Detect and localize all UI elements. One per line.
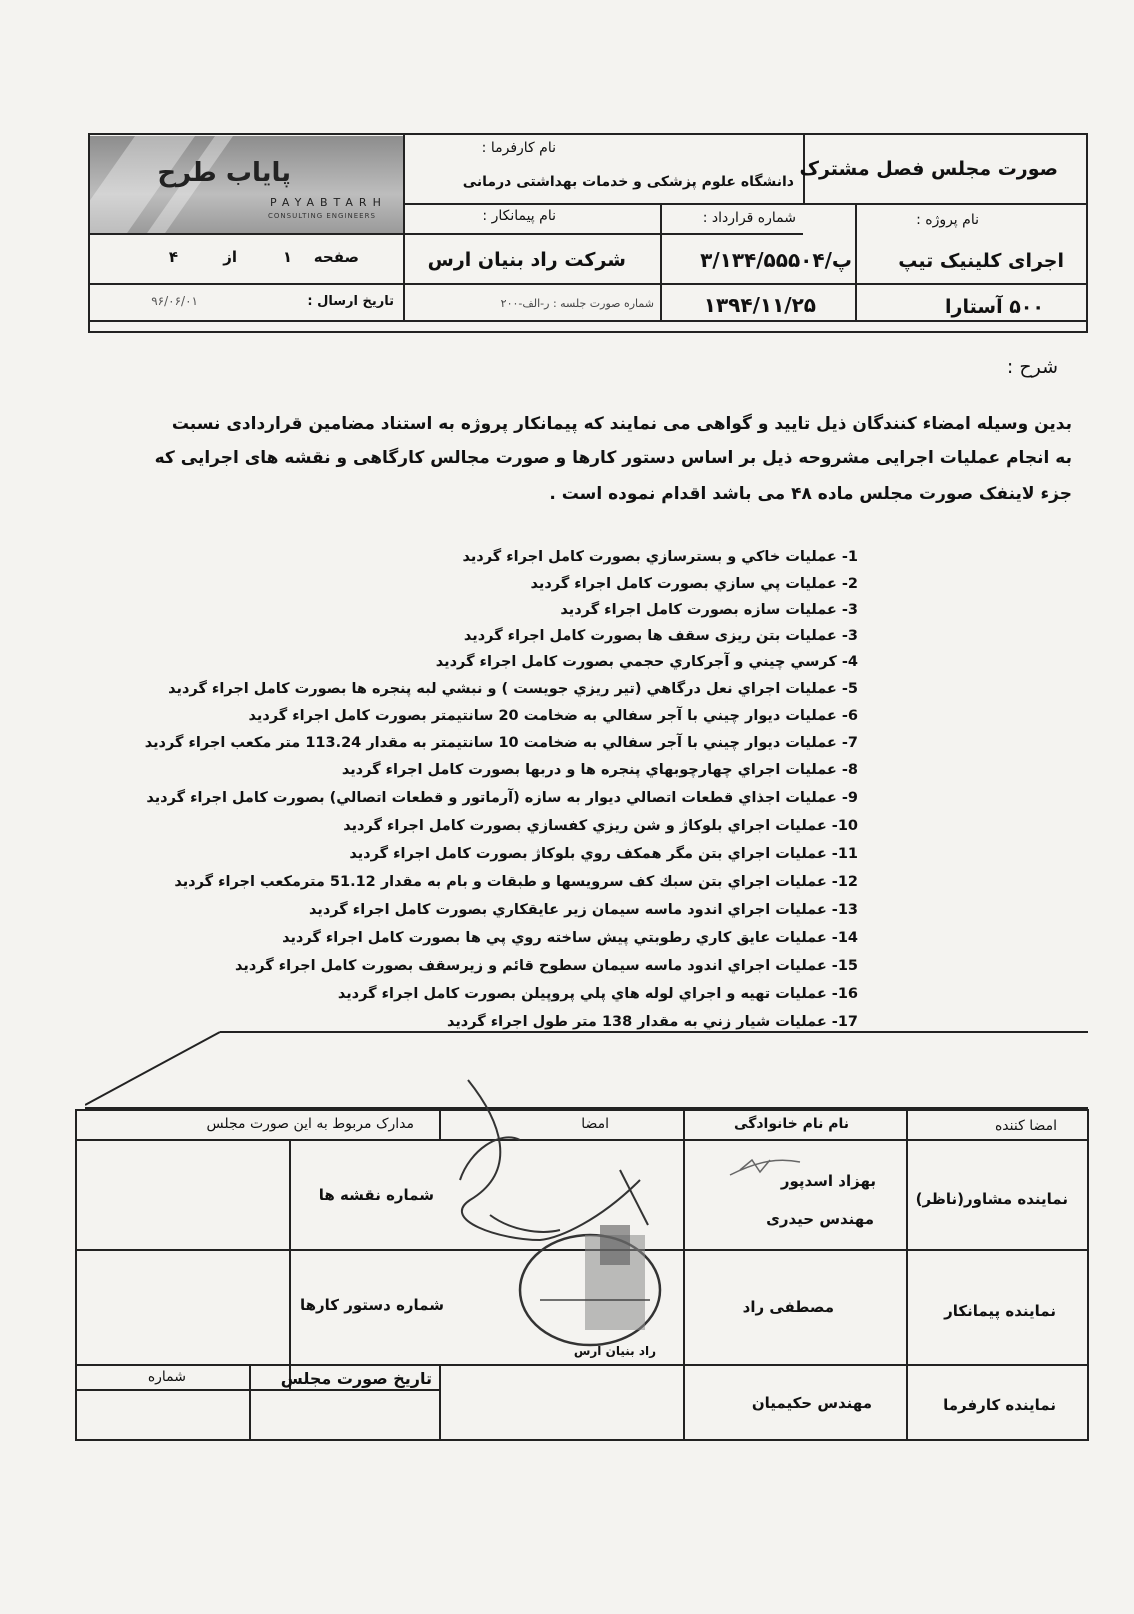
page-label: صفحه bbox=[313, 248, 359, 266]
page-current: ۱ bbox=[282, 248, 292, 266]
list-item: 7- عمليات ديوار چيني با آجر سفالي به ضخامت 10 سانتيمتر به مقدار 113.24 متر مكعب اجراء گرديد bbox=[144, 735, 858, 751]
list-item: 17- عمليات شيار زني به مقدار 138 متر طول اجراء گرديد bbox=[446, 1014, 858, 1030]
project-name-line1: اجرای کلینیک تیپ bbox=[898, 250, 1064, 272]
list-item: 14- عمليات عايق كاري رطوبتي پيش ساخته روي پي ها بصورت كامل اجراء گرديد bbox=[282, 930, 858, 946]
doc-maps-number: شماره نقشه ها bbox=[318, 1186, 434, 1204]
list-item: 10- عمليات اجراي بلوكاژ و شن ريزي كفسازي بصورت كامل اجراء گرديد bbox=[343, 818, 858, 834]
intro-line-2: به انجام عملیات اجرایی مشروحه ذیل بر اساس دستور کارها و صورت مجالس کارگاهی و نقشه های اجرایی که bbox=[154, 448, 1072, 468]
list-item: 15- عمليات اجراي اندود ماسه سيمان سطوح قائم و زيرسقف بصورت كامل اجراء گرديد bbox=[235, 958, 858, 974]
contract-number: پ/۳/۱۳۴/۵۵۵۰۴ bbox=[700, 248, 852, 272]
description-heading: شرح : bbox=[1006, 356, 1058, 378]
name-employer: مهندس حکیمیان bbox=[751, 1394, 872, 1412]
list-item: 2- عمليات پي سازي بصورت كامل اجراء گرديد bbox=[530, 576, 858, 592]
name-consultant-1: بهزاد اسدپور bbox=[780, 1172, 876, 1190]
list-item: 12- عمليات اجراي بتن سبك كف سرويسها و طبقات و بام به مقدار 51.12 مترمكعب اجراء گرديد bbox=[174, 874, 858, 890]
role-employer: نماینده کارفرما bbox=[943, 1396, 1056, 1414]
employer-label: نام کارفرما : bbox=[481, 140, 556, 156]
minutes-number: شماره صورت جلسه : ر-الف-۲۰۰ bbox=[500, 297, 654, 310]
name-consultant-2: مهندس حیدری bbox=[766, 1210, 874, 1228]
list-item: 3- عمليات بتن ريزی سقف ها بصورت كامل اجراء گرديد bbox=[463, 628, 858, 644]
list-item: 3- عمليات سازه بصورت كامل اجراء گرديد bbox=[560, 602, 858, 618]
contractor-name: شرکت راد بنیان ارس bbox=[427, 249, 626, 271]
col-signer: امضا کننده bbox=[994, 1118, 1057, 1134]
employer-name: دانشگاه علوم پزشکی و خدمات بهداشتی درمانی bbox=[462, 174, 794, 190]
document-title: صورت مجلس فصل مشترک bbox=[799, 158, 1058, 180]
stamp-text: راد بنیان ارس bbox=[573, 1344, 656, 1358]
role-consultant: نماینده مشاور(ناظر) bbox=[915, 1190, 1068, 1208]
list-item: 4- كرسي چيني و آجركاري حجمي بصورت كامل اجراء گرديد bbox=[435, 654, 858, 670]
contract-label: شماره قرارداد : bbox=[702, 210, 796, 226]
list-item: 13- عمليات اجراي اندود ماسه سيمان زير عايقكاري بصورت كامل اجراء گرديد bbox=[309, 902, 858, 918]
list-item: 11- عمليات اجراي بتن مگر همكف روي بلوكاژ بصورت كامل اجراء گرديد bbox=[349, 846, 858, 862]
page-of: از bbox=[223, 248, 237, 266]
intro-line-3: جزء لاینفک صورت مجلس ماده ۴۸ می باشد اقدام نموده است . bbox=[549, 484, 1072, 504]
col-signature: امضا bbox=[581, 1116, 609, 1132]
intro-line-1: بدین وسیله امضاء کنندگان ذیل تایید و گواهی می نمایند که پیمانکار پروژه به استناد مضامین قراردادی نسبت bbox=[171, 414, 1072, 434]
closing-diagonal bbox=[85, 1030, 1088, 1110]
list-item: 9- عمليات اجذاي قطعات اتصالي ديوار به سازه (آرماتور و قطعات اتصالي) بصورت كامل اجراء گرديد bbox=[146, 790, 858, 806]
number-label: شماره bbox=[147, 1369, 186, 1385]
send-date: ۹۶/۰۶/۰۱ bbox=[151, 294, 198, 308]
minutes-date-label: تاریخ صورت مجلس bbox=[280, 1369, 432, 1388]
logo-latin: PAYABTARH bbox=[270, 196, 387, 209]
project-name-line2: ۵۰۰ آستارا bbox=[945, 296, 1044, 318]
list-item: 16- عمليات تهيه و اجراي لوله هاي پلي پروپيلن بصورت كامل اجراء گرديد bbox=[337, 986, 858, 1002]
list-item: 1- عمليات خاكي و بسترسازي بصورت كامل اجراء گرديد bbox=[462, 549, 858, 565]
col-name: نام نام خانوادگی bbox=[734, 1116, 849, 1132]
list-item: 6- عمليات ديوار چيني با آجر سفالي به ضخامت 20 سانتيمتر بصورت كامل اجراء گرديد bbox=[248, 708, 858, 724]
company-logo bbox=[90, 136, 403, 233]
page-total: ۴ bbox=[168, 248, 178, 266]
logo-subtitle: CONSULTING ENGINEERS bbox=[268, 212, 376, 220]
contractor-label: نام پیمانکار : bbox=[482, 208, 556, 224]
contract-date: ۱۳۹۴/۱۱/۲۵ bbox=[703, 293, 816, 317]
list-item: 8- عمليات اجراي چهارچوبهاي پنجره ها و دربها بصورت كامل اجراء گرديد bbox=[341, 762, 858, 778]
project-label: نام پروژه : bbox=[916, 212, 979, 228]
doc-workorders-number: شماره دستور کارها bbox=[299, 1296, 444, 1314]
role-contractor: نماینده پیمانکار bbox=[944, 1302, 1056, 1320]
col-docs: مدارک مربوط به این صورت مجلس bbox=[206, 1116, 414, 1132]
send-date-label: تاریخ ارسال : bbox=[307, 294, 394, 309]
company-stamp bbox=[520, 1225, 660, 1345]
list-item: 5- عمليات اجراي نعل درگاهي (تير ريزي جويست ) و نبشي لبه پنجره ها بصورت كامل اجراء گرديد bbox=[168, 681, 858, 697]
name-contractor: مصطفی راد bbox=[742, 1298, 834, 1316]
logo-name: پایاب طرح bbox=[157, 158, 291, 188]
